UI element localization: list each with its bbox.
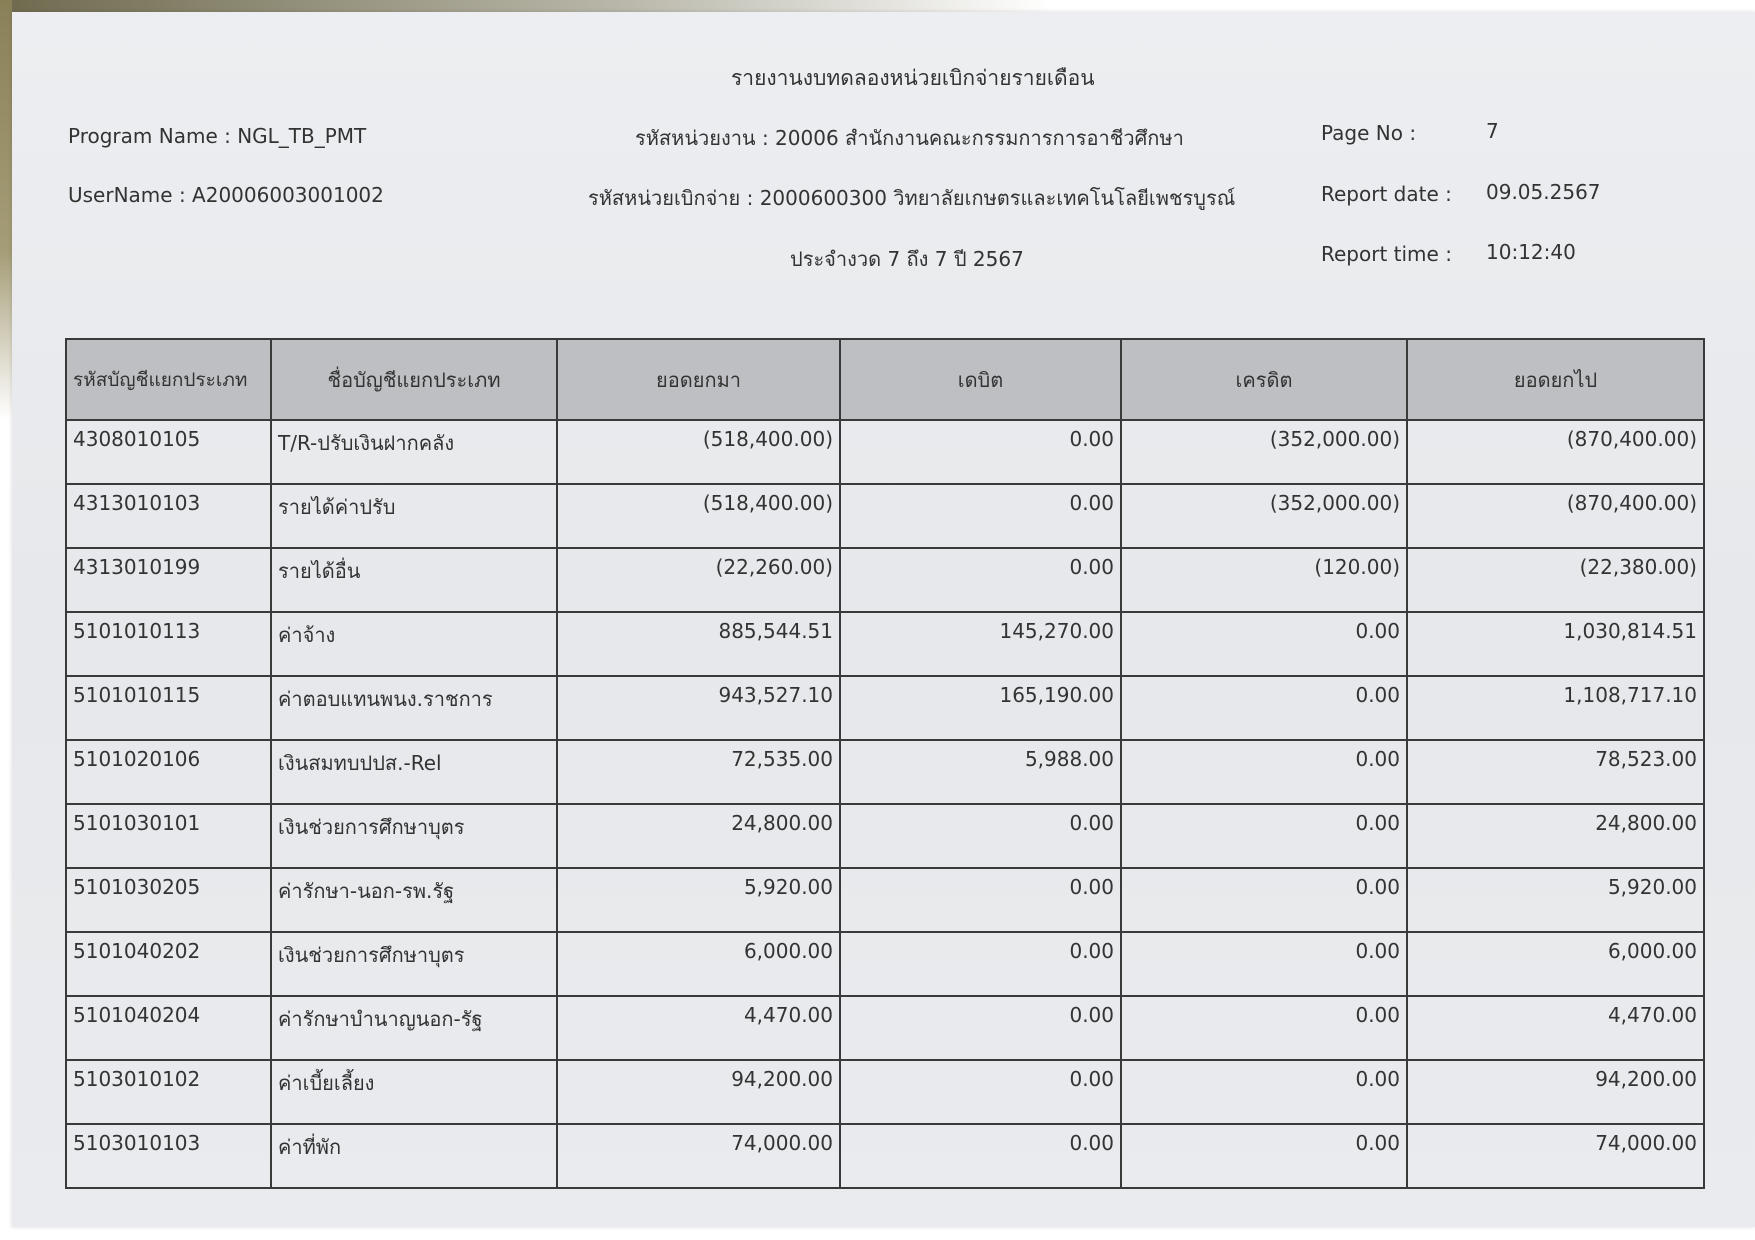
cell-debit: 0.00 bbox=[840, 484, 1121, 548]
cell-debit: 0.00 bbox=[840, 868, 1121, 932]
cell-closing-balance: 1,030,814.51 bbox=[1407, 612, 1704, 676]
cell-closing-balance: 5,920.00 bbox=[1407, 868, 1704, 932]
table-row bbox=[66, 484, 1704, 548]
col-header-account-code: รหัสบัญชีแยกประเภท bbox=[66, 339, 271, 420]
col-header-credit: เครดิต bbox=[1121, 339, 1407, 420]
cell-opening-balance: 24,800.00 bbox=[557, 804, 840, 868]
table-row bbox=[66, 996, 1704, 1060]
cell-account-code: 5101010113 bbox=[66, 612, 271, 676]
cell-opening-balance: (518,400.00) bbox=[557, 420, 840, 484]
table-row bbox=[66, 548, 1704, 612]
cell-account-name: ค่ารักษาบำนาญนอก-รัฐ bbox=[271, 996, 557, 1060]
cell-opening-balance: (518,400.00) bbox=[557, 484, 840, 548]
cell-account-name: รายได้อื่น bbox=[271, 548, 557, 612]
col-header-closing-balance: ยอดยกไป bbox=[1407, 339, 1704, 420]
cell-closing-balance: (22,380.00) bbox=[1407, 548, 1704, 612]
cell-closing-balance: 6,000.00 bbox=[1407, 932, 1704, 996]
cell-account-code: 5101010115 bbox=[66, 676, 271, 740]
cell-credit: 0.00 bbox=[1121, 868, 1407, 932]
cell-credit: 0.00 bbox=[1121, 1124, 1407, 1188]
cell-credit: (120.00) bbox=[1121, 548, 1407, 612]
cell-credit: 0.00 bbox=[1121, 932, 1407, 996]
cell-opening-balance: 72,535.00 bbox=[557, 740, 840, 804]
cell-debit: 5,988.00 bbox=[840, 740, 1121, 804]
report-time-value: 10:12:40 bbox=[1486, 240, 1576, 264]
table-body bbox=[66, 420, 1704, 1188]
cell-closing-balance: 4,470.00 bbox=[1407, 996, 1704, 1060]
cell-opening-balance: 6,000.00 bbox=[557, 932, 840, 996]
cell-credit: (352,000.00) bbox=[1121, 484, 1407, 548]
agency-code: รหัสหน่วยงาน : 20006 สำนักงานคณะกรรมการการอาชีวศึกษา bbox=[635, 126, 1184, 150]
cell-closing-balance: 1,108,717.10 bbox=[1407, 676, 1704, 740]
cell-closing-balance: 24,800.00 bbox=[1407, 804, 1704, 868]
cell-account-name: รายได้ค่าปรับ bbox=[271, 484, 557, 548]
report-date-value: 09.05.2567 bbox=[1486, 180, 1601, 204]
cell-account-code: 4313010103 bbox=[66, 484, 271, 548]
report-period: ประจำงวด 7 ถึง 7 ปี 2567 bbox=[790, 247, 1024, 271]
table-row bbox=[66, 740, 1704, 804]
cell-account-code: 5101040204 bbox=[66, 996, 271, 1060]
cell-debit: 0.00 bbox=[840, 804, 1121, 868]
trial-balance-table bbox=[65, 338, 1705, 1189]
cell-account-name: ค่าเบี้ยเลี้ยง bbox=[271, 1060, 557, 1124]
table-row bbox=[66, 932, 1704, 996]
cell-closing-balance: 94,200.00 bbox=[1407, 1060, 1704, 1124]
disbursing-unit: รหัสหน่วยเบิกจ่าย : 2000600300 วิทยาลัยเกษตรและเทคโนโลยีเพชรบูรณ์ bbox=[588, 186, 1236, 210]
table-row bbox=[66, 420, 1704, 484]
cell-credit: 0.00 bbox=[1121, 804, 1407, 868]
cell-account-code: 5101020106 bbox=[66, 740, 271, 804]
table-row bbox=[66, 868, 1704, 932]
cell-account-code: 5103010102 bbox=[66, 1060, 271, 1124]
username: UserName : A20006003001002 bbox=[68, 183, 384, 207]
cell-account-name: T/R-ปรับเงินฝากคลัง bbox=[271, 420, 557, 484]
cell-account-name: ค่าจ้าง bbox=[271, 612, 557, 676]
col-header-opening-balance: ยอดยกมา bbox=[557, 339, 840, 420]
col-header-account-name: ชื่อบัญชีแยกประเภท bbox=[271, 339, 557, 420]
cell-closing-balance: (870,400.00) bbox=[1407, 484, 1704, 548]
cell-account-code: 4313010199 bbox=[66, 548, 271, 612]
cell-opening-balance: 74,000.00 bbox=[557, 1124, 840, 1188]
cell-debit: 0.00 bbox=[840, 548, 1121, 612]
table-header-row bbox=[66, 339, 1704, 420]
table-row bbox=[66, 1060, 1704, 1124]
cell-credit: 0.00 bbox=[1121, 740, 1407, 804]
program-name: Program Name : NGL_TB_PMT bbox=[68, 124, 367, 148]
cell-account-name: ค่าที่พัก bbox=[271, 1124, 557, 1188]
cell-account-code: 5101030101 bbox=[66, 804, 271, 868]
photo-backdrop-left bbox=[0, 0, 12, 420]
table-row bbox=[66, 804, 1704, 868]
report-time-label: Report time : bbox=[1321, 242, 1452, 266]
cell-debit: 0.00 bbox=[840, 996, 1121, 1060]
cell-opening-balance: 5,920.00 bbox=[557, 868, 840, 932]
report-title: รายงานงบทดลองหน่วยเบิกจ่ายรายเดือน bbox=[731, 66, 1095, 90]
cell-account-name: เงินช่วยการศึกษาบุตร bbox=[271, 932, 557, 996]
cell-opening-balance: (22,260.00) bbox=[557, 548, 840, 612]
cell-opening-balance: 4,470.00 bbox=[557, 996, 840, 1060]
page-value: 7 bbox=[1486, 119, 1499, 143]
table-row bbox=[66, 676, 1704, 740]
cell-account-code: 5103010103 bbox=[66, 1124, 271, 1188]
cell-account-name: เงินสมทบปปส.-Rel bbox=[271, 740, 557, 804]
page-label: Page No : bbox=[1321, 121, 1417, 145]
cell-opening-balance: 94,200.00 bbox=[557, 1060, 840, 1124]
cell-debit: 165,190.00 bbox=[840, 676, 1121, 740]
cell-closing-balance: 78,523.00 bbox=[1407, 740, 1704, 804]
cell-debit: 145,270.00 bbox=[840, 612, 1121, 676]
cell-debit: 0.00 bbox=[840, 1060, 1121, 1124]
col-header-debit: เดบิต bbox=[840, 339, 1121, 420]
cell-account-code: 5101030205 bbox=[66, 868, 271, 932]
cell-debit: 0.00 bbox=[840, 932, 1121, 996]
cell-closing-balance: 74,000.00 bbox=[1407, 1124, 1704, 1188]
cell-account-code: 4308010105 bbox=[66, 420, 271, 484]
table-row bbox=[66, 612, 1704, 676]
cell-closing-balance: (870,400.00) bbox=[1407, 420, 1704, 484]
cell-account-code: 5101040202 bbox=[66, 932, 271, 996]
cell-credit: 0.00 bbox=[1121, 1060, 1407, 1124]
cell-account-name: ค่ารักษา-นอก-รพ.รัฐ bbox=[271, 868, 557, 932]
report-date-label: Report date : bbox=[1321, 182, 1452, 206]
cell-credit: 0.00 bbox=[1121, 996, 1407, 1060]
cell-account-name: ค่าตอบแทนพนง.ราชการ bbox=[271, 676, 557, 740]
cell-debit: 0.00 bbox=[840, 1124, 1121, 1188]
cell-credit: 0.00 bbox=[1121, 676, 1407, 740]
cell-credit: (352,000.00) bbox=[1121, 420, 1407, 484]
cell-opening-balance: 943,527.10 bbox=[557, 676, 840, 740]
table-row bbox=[66, 1124, 1704, 1188]
cell-account-name: เงินช่วยการศึกษาบุตร bbox=[271, 804, 557, 868]
cell-credit: 0.00 bbox=[1121, 612, 1407, 676]
cell-debit: 0.00 bbox=[840, 420, 1121, 484]
cell-opening-balance: 885,544.51 bbox=[557, 612, 840, 676]
